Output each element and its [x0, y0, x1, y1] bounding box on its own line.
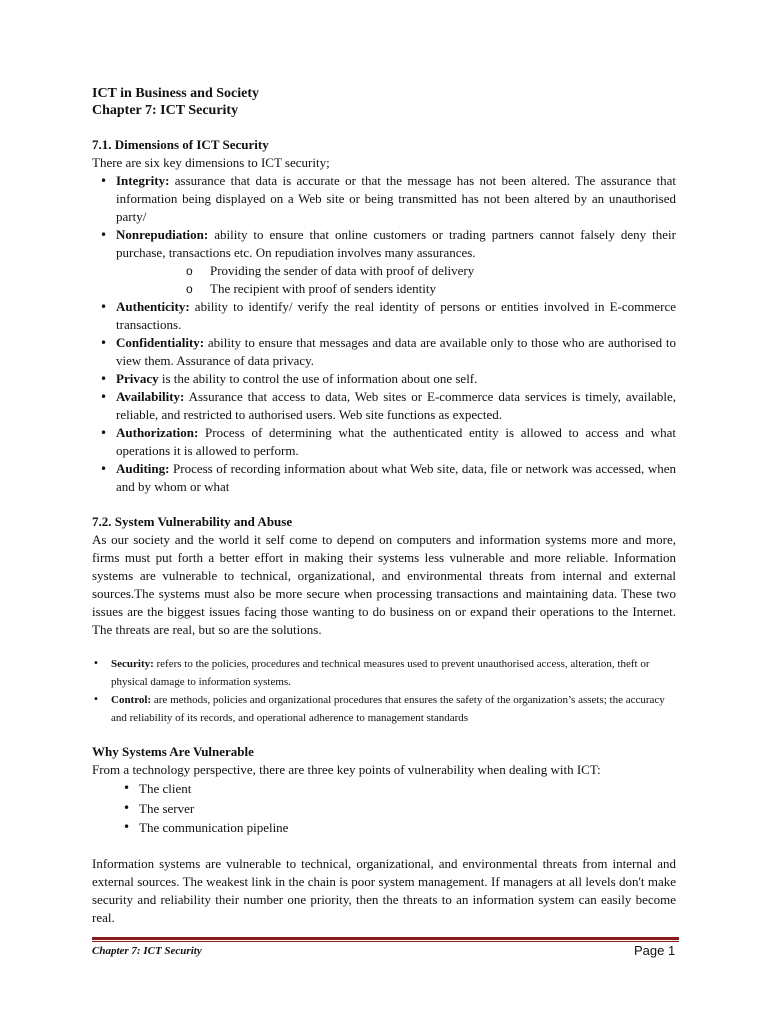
footer-rule-thin [92, 941, 679, 942]
list-item: • Nonrepudiation: ability to ensure that online customers or trading partners cannot falsely deny their purchase, transactions etc. On repudiation involves many assurances. o Providing the sender of data with proof of delivery o The recipient with proof of senders identity [92, 226, 676, 298]
footer-rule [92, 937, 679, 940]
list-item: • Authenticity: ability to identify/ verify the real identity of persons or entities involved in E-commerce transactions. [92, 298, 676, 334]
vulnerability-points-list [92, 779, 676, 838]
list-item: • Auditing: Process of recording information about what Web site, data, file or network was accessed, when and by whom or what [92, 460, 676, 496]
list-item: • The server [116, 799, 676, 819]
dimensions-list [92, 172, 676, 496]
list-item: • Security: refers to the policies, procedures and technical measures used to prevent unauthorised access, alteration, theft or physical damage to information systems. [92, 655, 676, 691]
list-item: • Integrity: assurance that data is accurate or that the message has not been altered. The assurance that information being displayed on a Web site or being transmitted has not been altered by an unauthorised party/ [92, 172, 676, 226]
sub-list-item: o Providing the sender of data with proof of delivery [186, 262, 676, 280]
list-item: • Control: are methods, policies and organizational procedures that ensures the safety of the organization’s assets; the accuracy and reliability of its records, and operational adherence to management standards [92, 691, 676, 727]
chapter-title: Chapter 7: ICT Security [92, 103, 239, 118]
list-item: • Availability: Assurance that access to data, Web sites or E-commerce data services is timely, available, reliable, and restricted to authorised users. Web site functions as expected. [92, 388, 676, 424]
section-intro: There are six key dimensions to ICT security; [92, 155, 330, 170]
document-page [92, 85, 676, 927]
list-item: • Privacy is the ability to control the use of information about one self. [92, 370, 676, 388]
course-title: ICT in Business and Society [92, 86, 260, 101]
section-heading-dimensions: 7.1. Dimensions of ICT Security [92, 137, 269, 152]
definitions-list [92, 655, 676, 727]
page-number: Page 1 [634, 943, 676, 958]
section-intro: From a technology perspective, there are three key points of vulnerability when dealing with ICT: [92, 762, 601, 777]
list-item: • The client [116, 779, 676, 799]
list-item: • Authorization: Process of determining what the authenticated entity is allowed to access and what operations it is allowed to perform. [92, 424, 676, 460]
sub-list-item: o The recipient with proof of senders identity [186, 280, 676, 298]
section-paragraph: As our society and the world it self come to depend on computers and information systems more and more, firms must put forth a better effort in making their systems less vulnerable and more reliable. Information systems are vulnerable to technical, organizational, and environmental threats from internal and external sources.The systems must also be more secure when processing transactions and maintaining data. These two issues are the biggest issues facing those wanting to do business on or expand their operations to the Internet. The threats are real, but so are the solutions. [92, 532, 676, 637]
section-heading-why-vulnerable: Why Systems Are Vulnerable [92, 744, 254, 759]
list-item: • Confidentiality: ability to ensure that messages and data are available only to those who are authorised to view them. Assurance of data privacy. [92, 334, 676, 370]
section-heading-vulnerability: 7.2. System Vulnerability and Abuse [92, 514, 293, 529]
nonrepudiation-sublist [116, 262, 676, 298]
footer-chapter: Chapter 7: ICT Security [92, 945, 202, 957]
section-paragraph: Information systems are vulnerable to technical, organizational, and environmental threats from internal and external sources. The weakest link in the chain is poor system management. If managers at all levels don't make security and reliability their number one priority, then the threats to an information system can easily become real. [92, 855, 676, 925]
list-item: • The communication pipeline [116, 818, 676, 838]
